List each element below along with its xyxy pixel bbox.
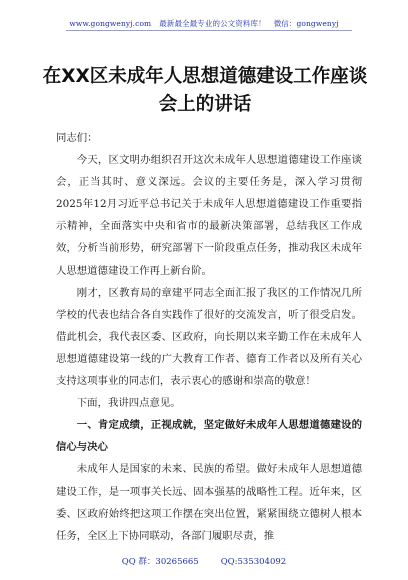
- salutation: 同志们：: [56, 132, 98, 144]
- section-paragraph: 未成年人是国家的未来、民族的希望。做好未成年人思想道德建设工作，是一项事关长远、固本强基的战略性工程。近年来，区委、区政府始终把这项工作摆在突出位置，紧紧围绕立德树人根本任务，全区上下协同联动，各部门履职尽责，推: [56, 463, 362, 542]
- footer-qq: QQ:535304092: [220, 557, 287, 567]
- page-header: [0, 18, 408, 29]
- section-heading: 一、肯定成绩，正视成就，坚定做好未成年人思想道德建设的信心与决心: [56, 419, 362, 454]
- body-paragraph-3: 下面，我讲四点意见。: [76, 397, 181, 410]
- header-divider: [66, 30, 352, 31]
- header-wechat: 微信：gongwenyj: [273, 19, 339, 28]
- document-body: [56, 127, 362, 547]
- document-title: 在XX区未成年人思想道德建设工作座谈会上的讲话: [42, 66, 368, 115]
- body-paragraph-1: 今天，区文明办组织召开这次未成年人思想道德建设工作座谈会，正当其时、意义深远。会议的主要任务是，深入学习贯彻2025年12月习近平总书记关于未成年人思想道德建设工作重要指示精神，全面落实中央和省市的最新决策部署，总结我区工作成效，分析当前形势，研究部署下一阶段重点任务，推动我区未成年人思想道德建设工作再上新台阶。: [56, 154, 362, 277]
- footer-qq-group: QQ 群：30265665: [121, 557, 199, 567]
- body-paragraph-2: 刚才，区教育局的章建平同志全面汇报了我区的工作情况几所学校的代表也结合各自实践作了很好的交流发言，听了很受启发。借此机会，我代表区委、区政府，向长期以来辛勤工作在未成年人思想道德建设第一线的广大教育工作者、德育工作者以及所有关心支持这项事业的同志们，表示衷心的感谢和崇高的敬意！: [56, 286, 362, 388]
- header-slogan: 最新最全最专业的公文资料库！: [159, 19, 266, 28]
- page-footer: [0, 555, 408, 567]
- header-site-url[interactable]: www.gongwenyj.com: [69, 19, 152, 28]
